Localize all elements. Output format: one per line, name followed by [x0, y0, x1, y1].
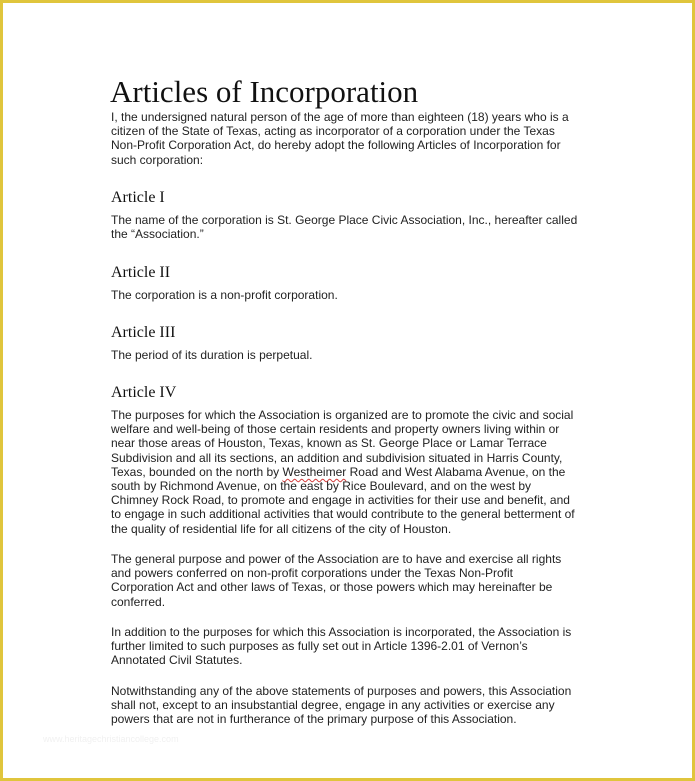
article-4-p4-line: shall not, except to an insubstantial degree, engage in any activities or exercise any — [111, 698, 555, 713]
article-2-body — [111, 288, 601, 302]
article-4-p1-line: Subdivision and all its sections, an addition and subdivision situated in Harris County, — [111, 450, 563, 465]
article-4-p3-line: Annotated Civil Statutes. — [111, 653, 243, 668]
article-3-heading: Article III — [111, 324, 176, 341]
article-4-p1-line: the quality of residential life for all citizens of the city of Houston. — [111, 521, 452, 536]
article-1-line: the “Association.” — [111, 227, 204, 242]
article-4-p1-line: welfare and well-being of those certain residents and property owners living within or — [111, 422, 560, 437]
intro-line: citizen of the State of Texas, acting as incorporator of a corporation under the Texas — [111, 124, 555, 139]
article-4-p1-line: near those areas of Houston, Texas, known as St. George Place or Lamar Terrace — [111, 436, 547, 451]
document-title: Articles of Incorporation — [110, 74, 419, 109]
article-4-paragraph-3 — [111, 625, 601, 668]
article-4-p1-line — [111, 465, 601, 479]
article-4-p1-line: south by Richmond Avenue, on the east by Rice Boulevard, and on the west by — [111, 479, 532, 494]
article-4-p3-line: further limited to such purposes as fully set out in Article 1396-2.01 of Vernon’s — [111, 639, 528, 654]
intro-line: I, the undersigned natural person of the age of more than eighteen (18) years who is a — [111, 110, 569, 124]
watermark-text: www.heritagechristiancollege.com — [43, 734, 179, 744]
article-3-line: The period of its duration is perpetual. — [111, 348, 313, 362]
intro-line: such corporation: — [111, 152, 204, 167]
line-text: Road and West Alabama Avenue, on the — [346, 464, 566, 479]
article-4-p1-line: Chimney Rock Road, to promote and engage in activities for their use and benefit, and — [111, 493, 570, 508]
article-2-heading: Article II — [111, 264, 171, 281]
article-4-paragraph-4 — [111, 684, 601, 727]
article-4-paragraph-1 — [111, 408, 601, 536]
article-4-p2-line: Corporation Act and other laws of Texas, or those powers which may hereinafter be — [111, 580, 553, 595]
article-3-body — [111, 348, 601, 362]
intro-paragraph — [111, 110, 601, 167]
article-1-body — [111, 213, 601, 241]
article-4-paragraph-2 — [111, 552, 601, 609]
intro-line: Non-Profit Corporation Act, do hereby adopt the following Articles of Incorporation for — [111, 138, 561, 153]
article-4-heading: Article IV — [111, 384, 177, 401]
article-1-line: The name of the corporation is St. George Place Civic Association, Inc., hereafter called — [111, 213, 578, 227]
article-4-p4-line: powers that are not in furtherance of the primary purpose of this Association. — [111, 712, 517, 727]
article-4-p1-line: to engage in such additional activities that would contribute to the general betterment of — [111, 507, 575, 522]
article-4-p2-line: The general purpose and power of the Association are to have and exercise all rights — [111, 552, 562, 566]
article-2-line: The corporation is a non-profit corporation. — [111, 288, 338, 302]
article-4-p4-line: Notwithstanding any of the above statements of purposes and powers, this Association — [111, 684, 572, 698]
article-1-heading: Article I — [111, 189, 165, 206]
article-4-p1-line: The purposes for which the Association is organized are to promote the civic and social — [111, 408, 574, 422]
article-4-p2-line: conferred. — [111, 594, 166, 609]
line-text: Texas, bounded on the north by — [111, 464, 283, 479]
spellcheck-flagged-word[interactable]: Westheimer — [282, 464, 347, 479]
article-4-p2-line: and powers conferred on non-profit corporations under the Texas Non-Profit — [111, 566, 514, 581]
article-4-p3-line: In addition to the purposes for which this Association is incorporated, the Association is — [111, 625, 572, 639]
